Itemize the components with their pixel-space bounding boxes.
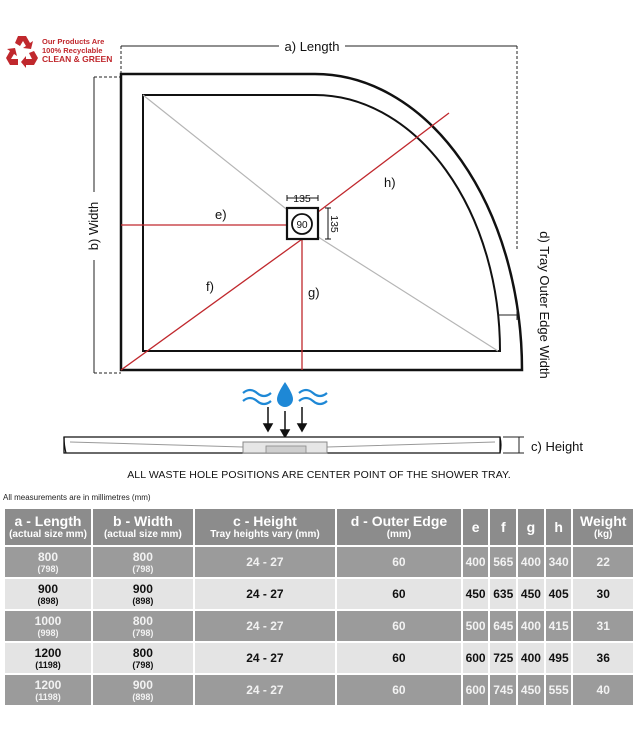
cell-outer-edge: 60	[337, 675, 461, 705]
header-h: h	[546, 509, 572, 545]
table-row	[5, 643, 633, 673]
cell-g: 400	[518, 547, 544, 577]
cell-g: 450	[518, 675, 544, 705]
cell-weight: 22	[573, 547, 633, 577]
waste-hole-size: 90	[296, 220, 308, 231]
cell-length: 800 (798)	[5, 547, 91, 577]
label-f: f)	[206, 279, 214, 294]
table-row	[5, 579, 633, 609]
badge-line-1: Our Products Are	[42, 37, 105, 46]
cell-width: 900 (898)	[93, 675, 193, 705]
tray-inner-basin	[143, 95, 500, 351]
header-f: f	[490, 509, 516, 545]
dimensions-table	[3, 507, 635, 707]
cell-e: 500	[463, 611, 489, 641]
badge-line-3: CLEAN & GREEN	[42, 54, 113, 64]
cell-length: 1200 (1198)	[5, 675, 91, 705]
cell-length: 900 (898)	[5, 579, 91, 609]
cell-height: 24 - 27	[195, 579, 335, 609]
header-width: b - Width (actual size mm)	[93, 509, 193, 545]
cell-length: 1000 (998)	[5, 611, 91, 641]
table-header-row	[5, 509, 633, 545]
cell-outer-edge: 60	[337, 643, 461, 673]
waste-position-note: ALL WASTE HOLE POSITIONS ARE CENTER POINT OF THE SHOWER TRAY.	[127, 469, 511, 481]
height-dimension	[503, 437, 524, 453]
length-label: a) Length	[284, 39, 340, 54]
header-outer-edge: d - Outer Edge (mm)	[337, 509, 461, 545]
cell-e: 600	[463, 675, 489, 705]
cell-width: 800 (798)	[93, 611, 193, 641]
cell-g: 400	[518, 643, 544, 673]
waste-size-top: 135	[293, 193, 311, 205]
cell-weight: 30	[573, 579, 633, 609]
cell-e: 600	[463, 643, 489, 673]
cell-height: 24 - 27	[195, 643, 335, 673]
cell-outer-edge: 60	[337, 611, 461, 641]
cell-h: 495	[546, 643, 572, 673]
cell-f: 745	[490, 675, 516, 705]
cell-h: 555	[546, 675, 572, 705]
cell-g: 450	[518, 579, 544, 609]
cell-width: 900 (898)	[93, 579, 193, 609]
waste-size-side: 135	[328, 215, 340, 233]
measurement-lines	[121, 113, 449, 370]
header-height: c - Height Tray heights vary (mm)	[195, 509, 335, 545]
cell-g: 400	[518, 611, 544, 641]
cell-f: 725	[490, 643, 516, 673]
corner-guide-lines	[143, 95, 498, 351]
cell-length: 1200 (1198)	[5, 643, 91, 673]
cell-height: 24 - 27	[195, 611, 335, 641]
cell-outer-edge: 60	[337, 579, 461, 609]
cell-h: 415	[546, 611, 572, 641]
cell-height: 24 - 27	[195, 675, 335, 705]
table-row	[5, 675, 633, 705]
header-weight: Weight (kg)	[573, 509, 633, 545]
width-label: b) Width	[86, 201, 101, 251]
outer-edge-dimension	[498, 310, 517, 320]
header-e: e	[463, 509, 489, 545]
cell-h: 405	[546, 579, 572, 609]
cell-f: 635	[490, 579, 516, 609]
label-e: e)	[215, 207, 227, 222]
cell-width: 800 (798)	[93, 643, 193, 673]
table-row	[5, 547, 633, 577]
cell-weight: 40	[573, 675, 633, 705]
water-drainage-icon	[243, 382, 327, 437]
cell-f: 565	[490, 547, 516, 577]
cell-outer-edge: 60	[337, 547, 461, 577]
label-g: g)	[308, 285, 320, 300]
cell-width: 800 (798)	[93, 547, 193, 577]
badge-line-2: 100% Recyclable	[42, 46, 103, 55]
cell-e: 400	[463, 547, 489, 577]
tray-outer-edge	[121, 74, 522, 370]
height-label: c) Height	[531, 439, 584, 454]
label-h: h)	[384, 175, 396, 190]
cell-f: 645	[490, 611, 516, 641]
tray-side-profile	[64, 437, 501, 453]
cell-weight: 36	[573, 643, 633, 673]
outer-edge-label: d) Tray Outer Edge Width	[537, 231, 552, 379]
table-row	[5, 611, 633, 641]
cell-height: 24 - 27	[195, 547, 335, 577]
cell-weight: 31	[573, 611, 633, 641]
header-g: g	[518, 509, 544, 545]
units-note: All measurements are in millimetres (mm)	[3, 493, 151, 502]
header-length: a - Length (actual size mm)	[5, 509, 91, 545]
cell-h: 340	[546, 547, 572, 577]
cell-e: 450	[463, 579, 489, 609]
